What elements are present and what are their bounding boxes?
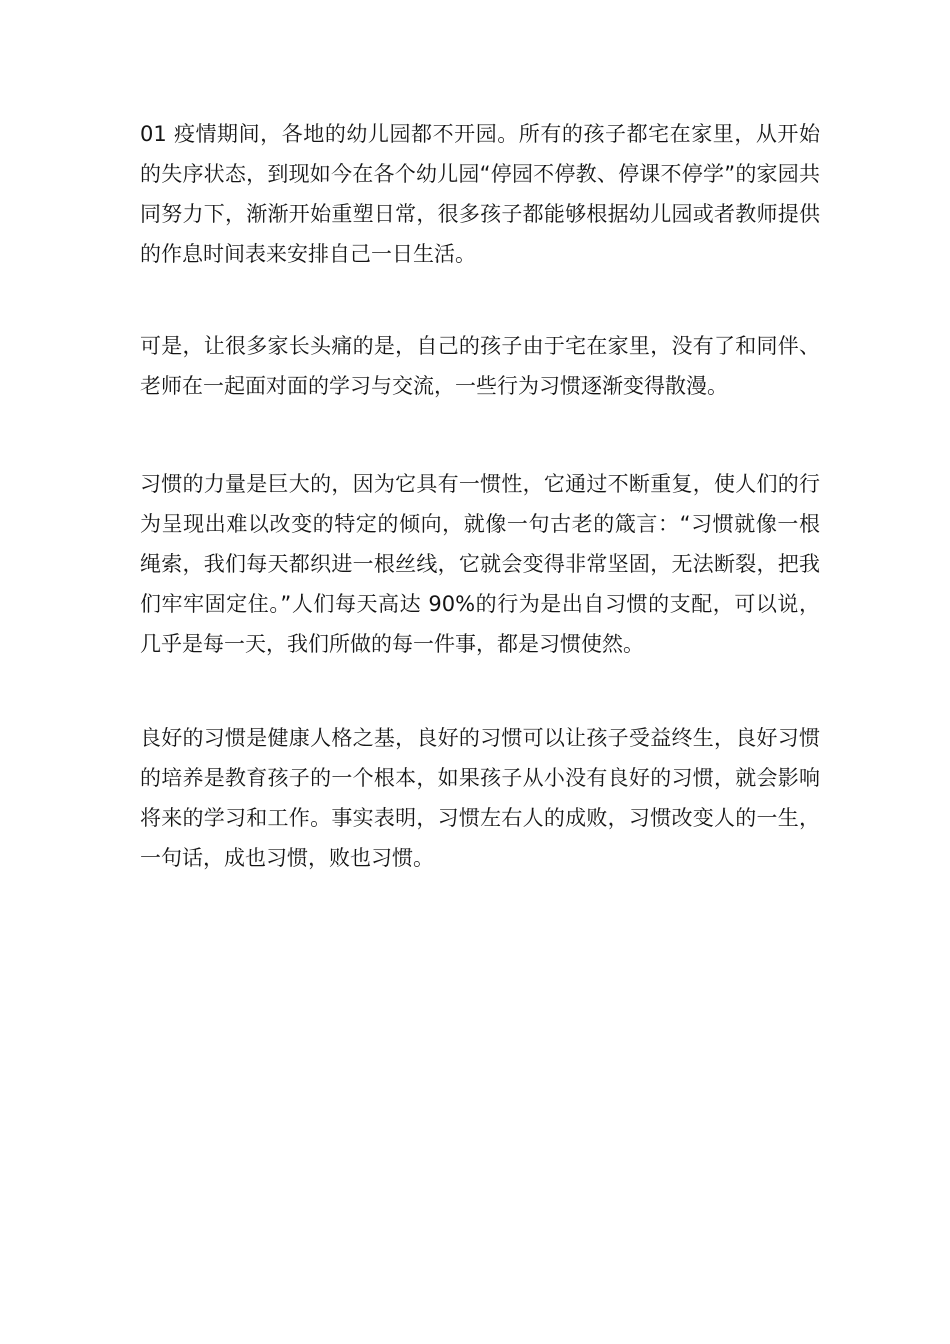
paragraph-power-of-habit: 习惯的力量是巨大的，因为它具有一惯性，它通过不断重复，使人们的行为呈现出难以改变的特定的倾向，就像一句古老的箴言：“习惯就像一根绳索，我们每天都织进一根丝线，它就会变得非常坚固，无法断裂，把我们牢牢固定住。”人们每天高达 90%的行为是出自习惯的支配，可以说，几乎是每一天，我们所做的每一件事，都是习惯使然。	[140, 472, 820, 656]
paragraph-parents-concern: 可是，让很多家长头痛的是，自己的孩子由于宅在家里，没有了和同伴、老师在一起面对面的学习与交流，一些行为习惯逐渐变得散漫。	[140, 334, 820, 398]
paragraph-good-habits: 良好的习惯是健康人格之基，良好的习惯可以让孩子受益终生，良好习惯的培养是教育孩子的一个根本，如果孩子从小没有良好的习惯，就会影响将来的学习和工作。事实表明，习惯左右人的成败，习惯改变人的一生，一句话，成也习惯，败也习惯。	[140, 726, 820, 870]
document-body	[140, 114, 820, 878]
paragraph-pandemic: 01 疫情期间，各地的幼儿园都不开园。所有的孩子都宅在家里，从开始的失序状态，到现如今在各个幼儿园“停园不停教、停课不停学”的家园共同努力下，渐渐开始重塑日常，很多孩子都能够根据幼儿园或者教师提供的作息时间表来安排自己一日生活。	[140, 122, 820, 266]
